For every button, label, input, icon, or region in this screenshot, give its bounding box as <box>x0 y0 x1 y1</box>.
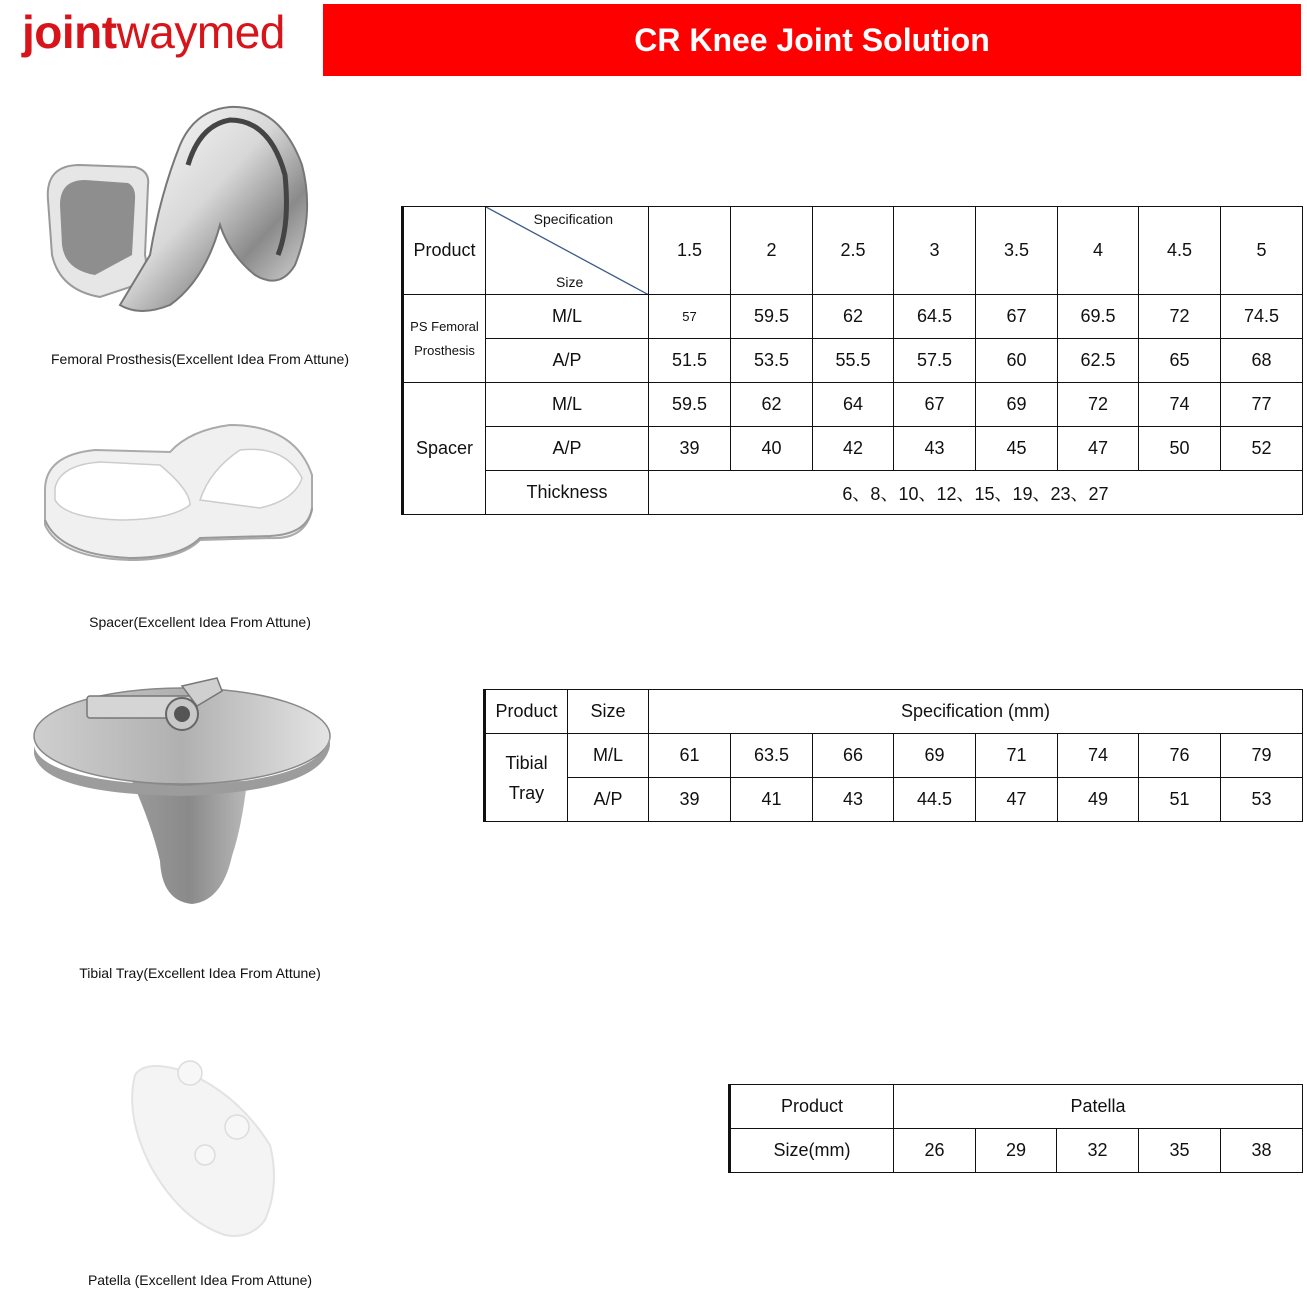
table-cell: 60 <box>976 339 1058 383</box>
table-cell: 51 <box>1139 778 1221 822</box>
table-cell: 51.5 <box>649 339 731 383</box>
table-cell: 50 <box>1139 427 1221 471</box>
size-header: 4.5 <box>1139 207 1221 295</box>
table-cell: 74 <box>1058 734 1139 778</box>
size-header: Size <box>568 690 649 734</box>
table-cell: 45 <box>976 427 1058 471</box>
table-cell: 42 <box>813 427 894 471</box>
table-cell: 59.5 <box>731 295 813 339</box>
table-cell: 53.5 <box>731 339 813 383</box>
table-cell: 72 <box>1058 383 1139 427</box>
table-cell: 39 <box>649 427 731 471</box>
table-cell: 67 <box>976 295 1058 339</box>
table-cell: 69 <box>894 734 976 778</box>
table-cell: 49 <box>1058 778 1139 822</box>
size-header: 5 <box>1221 207 1303 295</box>
table-cell: 59.5 <box>649 383 731 427</box>
table-row <box>403 427 1303 471</box>
size-header: 2 <box>731 207 813 295</box>
table-cell: 61 <box>649 734 731 778</box>
table-cell: 72 <box>1139 295 1221 339</box>
specification-label: Specification <box>533 211 613 227</box>
femoral-spacer-size-table <box>401 206 1303 515</box>
tibial-caption: Tibial Tray(Excellent Idea From Attune) <box>79 965 321 981</box>
table-cell: 68 <box>1221 339 1303 383</box>
dimension-label: M/L <box>486 383 649 427</box>
patella-header: Patella <box>894 1085 1303 1129</box>
brand-logo <box>22 2 285 62</box>
table-cell: 52 <box>1221 427 1303 471</box>
spec-size-diagonal-header <box>486 207 649 295</box>
table-cell: 74.5 <box>1221 295 1303 339</box>
spacer-caption: Spacer(Excellent Idea From Attune) <box>89 614 311 630</box>
thickness-label: Thickness <box>486 471 649 515</box>
table-cell: 39 <box>649 778 731 822</box>
dimension-label: A/P <box>486 339 649 383</box>
table-cell: 67 <box>894 383 976 427</box>
table-cell: 40 <box>731 427 813 471</box>
tibial-tray-row-label <box>485 734 568 822</box>
product-header: Product <box>403 207 486 295</box>
size-label: Size <box>556 274 584 290</box>
table-cell: 65 <box>1139 339 1221 383</box>
spacer-image <box>40 420 320 565</box>
size-header: 3 <box>894 207 976 295</box>
logo-part-joint: joint <box>22 6 117 58</box>
table-cell: 43 <box>813 778 894 822</box>
page-title-banner <box>323 4 1301 76</box>
table-cell: 47 <box>1058 427 1139 471</box>
table-row <box>403 471 1303 515</box>
size-mm-label: Size(mm) <box>730 1129 894 1173</box>
patella-size-table <box>728 1084 1303 1173</box>
table-cell: 69 <box>976 383 1058 427</box>
table-row <box>730 1129 1303 1173</box>
table-cell: 63.5 <box>731 734 813 778</box>
specification-header: Specification (mm) <box>649 690 1303 734</box>
dimension-label: M/L <box>486 295 649 339</box>
product-header: Product <box>730 1085 894 1129</box>
table-cell: 62 <box>813 295 894 339</box>
table-cell: 62 <box>731 383 813 427</box>
size-header: 1.5 <box>649 207 731 295</box>
table-row <box>485 734 1303 778</box>
logo-part-waymed: waymed <box>116 6 285 58</box>
table-row <box>403 295 1303 339</box>
femoral-caption: Femoral Prosthesis(Excellent Idea From Attune) <box>50 351 349 367</box>
table-row <box>403 339 1303 383</box>
dimension-label: M/L <box>568 734 649 778</box>
table-cell: 44.5 <box>894 778 976 822</box>
table-cell: 35 <box>1139 1129 1221 1173</box>
table-cell: 32 <box>1057 1129 1139 1173</box>
table-cell: 41 <box>731 778 813 822</box>
thickness-values: 6、8、10、12、15、19、23、27 <box>649 471 1303 515</box>
spacer-row-label: Spacer <box>403 383 486 515</box>
table-cell: 57.5 <box>894 339 976 383</box>
table-cell: 43 <box>894 427 976 471</box>
femoral-row-label: PS Femoral Prosthesis <box>403 295 486 383</box>
table-cell: 64 <box>813 383 894 427</box>
dimension-label: A/P <box>486 427 649 471</box>
table-cell: 66 <box>813 734 894 778</box>
tibial-label-line1: Tibial <box>505 752 548 773</box>
table-row <box>403 383 1303 427</box>
product-header: Product <box>485 690 568 734</box>
patella-image <box>125 1055 285 1240</box>
patella-caption: Patella (Excellent Idea From Attune) <box>87 1272 313 1288</box>
page-title: CR Knee Joint Solution <box>634 21 990 58</box>
table-cell: 47 <box>976 778 1058 822</box>
table-cell: 57 <box>649 295 731 339</box>
size-header: 3.5 <box>976 207 1058 295</box>
table-cell: 26 <box>894 1129 976 1173</box>
table-cell: 79 <box>1221 734 1303 778</box>
table-cell: 64.5 <box>894 295 976 339</box>
size-header: 4 <box>1058 207 1139 295</box>
table-cell: 62.5 <box>1058 339 1139 383</box>
table-cell: 77 <box>1221 383 1303 427</box>
table-cell: 74 <box>1139 383 1221 427</box>
table-cell: 69.5 <box>1058 295 1139 339</box>
table-cell: 53 <box>1221 778 1303 822</box>
size-header: 2.5 <box>813 207 894 295</box>
table-cell: 55.5 <box>813 339 894 383</box>
table-cell: 76 <box>1139 734 1221 778</box>
table-cell: 38 <box>1221 1129 1303 1173</box>
table-cell: 71 <box>976 734 1058 778</box>
tibial-tray-image <box>32 676 332 908</box>
femoral-prosthesis-image <box>40 105 320 320</box>
table-cell: 29 <box>976 1129 1057 1173</box>
tibial-tray-size-table <box>483 689 1303 822</box>
dimension-label: A/P <box>568 778 649 822</box>
tibial-label-line2: Tray <box>508 782 545 803</box>
table-row <box>485 778 1303 822</box>
